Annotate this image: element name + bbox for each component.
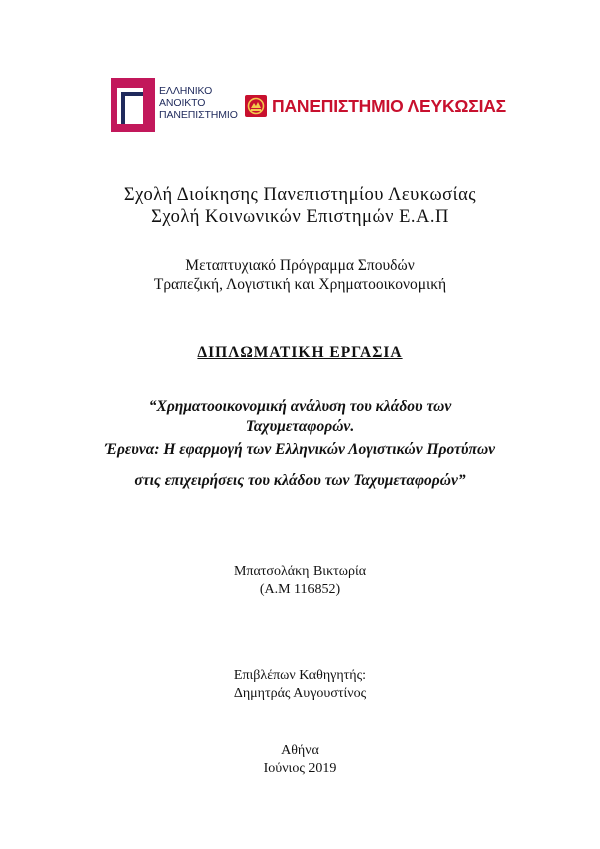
thesis-title-line-2: Ταχυμεταφορών. — [245, 418, 355, 435]
logos-header — [0, 78, 600, 132]
document-type: ΔΙΠΛΩΜΑΤΙΚΗ ΕΡΓΑΣΙΑ — [197, 344, 403, 361]
date: Ιούνιος 2019 — [263, 761, 337, 776]
unic-seal-icon — [245, 95, 267, 117]
supervisor-block — [0, 667, 600, 703]
programme-line-2: Τραπεζική, Λογιστική και Χρηματοοικονομική — [153, 276, 447, 293]
author-name: Μπατσολάκη Βικτωρία — [233, 564, 367, 579]
programme-line-1: Μεταπτυχιακό Πρόγραμμα Σπουδών — [185, 257, 415, 274]
place-date-block — [0, 742, 600, 778]
hellenic-open-university-logo — [111, 78, 241, 132]
supervisor-name: Δημητράς Αυγουστίνος — [233, 686, 367, 701]
hou-logo-line-1: ΕΛΛΗΝΙΚΟ — [159, 85, 213, 97]
hou-logo-line-2: ΑΝΟΙΚΤΟ — [159, 97, 206, 109]
hou-logo-text — [159, 85, 238, 121]
thesis-title-line-1: “Χρηματοοικονομική ανάλυση του κλάδου των — [148, 398, 452, 415]
schools-heading — [0, 184, 600, 228]
school-line-2: Σχολή Κοινωνικών Επιστημών Ε.Α.Π — [151, 207, 449, 227]
hou-emblem-icon — [111, 78, 155, 132]
thesis-title-line-4: στις επιχειρήσεις του κλάδου των Ταχυμεταφορών” — [134, 472, 466, 489]
school-line-1: Σχολή Διοίκησης Πανεπιστημίου Λευκωσίας — [123, 185, 477, 205]
thesis-title-line-3: Έρευνα: Η εφαρμογή των Ελληνικών Λογιστικών Προτύπων — [104, 441, 496, 458]
supervisor-label: Επιβλέπων Καθηγητής: — [233, 668, 367, 683]
thesis-title — [0, 397, 600, 491]
programme-heading — [0, 256, 600, 294]
unic-logo-text: ΠΑΝΕΠΙΣΤΗΜΙΟ ΛΕΥΚΩΣΙΑΣ — [272, 96, 506, 116]
author-block — [0, 563, 600, 599]
student-id: (Α.Μ 116852) — [259, 582, 341, 597]
hou-logo-line-3: ΠΑΝΕΠΙΣΤΗΜΙΟ — [159, 109, 238, 121]
city: Αθήνα — [281, 743, 319, 758]
university-of-nicosia-logo — [245, 95, 555, 119]
